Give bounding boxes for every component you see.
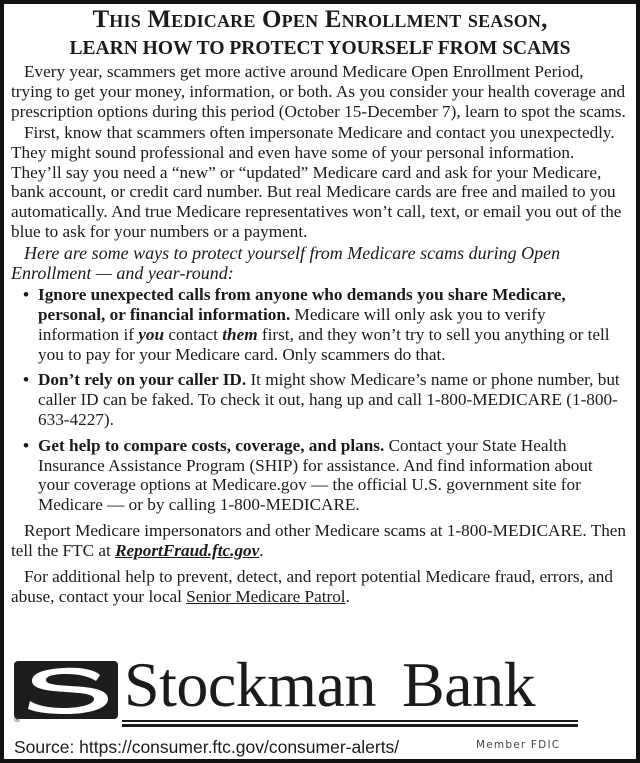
brand-name-bank: Bank [401, 649, 536, 720]
tip-emphasis-you: you [138, 324, 165, 344]
headline-line-1: This Medicare Open Enrollment season, [92, 6, 548, 33]
tips-intro: Here are some ways to protect yourself from Medicare scams during Open Enrollment — and year-round: [11, 243, 561, 283]
tip-text: Medicare will only ask you to verify information if [38, 304, 546, 344]
brand-name-stockman: Stockman [124, 649, 376, 720]
report-text: Report Medicare impersonators and other Medicare scams at 1-800-MEDICARE. Then tell the FTC at [11, 520, 627, 560]
paragraph-intro-season: Every year, scammers get more active around Medicare Open Enrollment Period, trying to get your money, information, or both. As you consider your health coverage and prescription options during this period (October 15-December 7), learn to spot the scams. [11, 62, 626, 121]
tip-item-compare-plans [11, 436, 628, 515]
brand-underline-thin [122, 720, 578, 722]
article-body [4, 62, 636, 607]
s-logo-glyph-icon [14, 661, 118, 719]
tip-text: It might show Medicare’s name or phone number, but caller ID can be faked. To check it out, hang up and call 1-800-MEDICARE (1-800-633-4227). [38, 370, 620, 429]
bullet-icon: • [23, 285, 30, 305]
tip-text: first, and they won’t try to sell you anything or tell you to pay for your Medicare card. Only scammers do that. [38, 324, 610, 364]
report-text-end: . [259, 540, 264, 560]
tip-item-ignore-calls [11, 285, 628, 364]
help-text: For additional help to prevent, detect, and report potential Medicare fraud, errors, and abuse, contact your local [11, 566, 613, 606]
reportfraud-link[interactable]: ReportFraud.ftc.gov [115, 540, 260, 560]
headline-line-2: LEARN HOW TO PROTECT YOURSELF FROM SCAMS [69, 38, 571, 59]
paragraph-impersonation: First, know that scammers often impersonate Medicare and contact you unexpectedly. They might sound professional and even have some of your personal information. They’ll say you need a “new” or “updated” Medicare card and ask for your Medicare, bank account, or credit card number. But real Medicare cards are free and mailed to you automatically. And true Medicare representatives won’t call, text, or email you out of the blue to ask for your numbers or a payment. [11, 122, 622, 242]
help-text-end: . [345, 586, 350, 606]
registered-mark: ® [14, 715, 20, 724]
bullet-icon: • [23, 435, 30, 455]
senior-medicare-patrol-link[interactable]: Senior Medicare Patrol [186, 586, 346, 606]
source-citation: Source: https://consumer.ftc.gov/consumer-alerts/ [14, 737, 400, 757]
bullet-icon: • [23, 370, 30, 390]
tip-heading: Get help to compare costs, coverage, and plans. [38, 435, 385, 455]
tip-item-caller-id [11, 370, 628, 429]
tip-heading: Ignore unexpected calls from anyone who demands you share Medicare, personal, or financial information. [38, 285, 566, 324]
tip-text: contact [164, 324, 223, 344]
stockman-bank-logo [14, 649, 574, 724]
tip-heading: Don’t rely on your caller ID. [38, 370, 247, 390]
paragraph-additional-help [11, 567, 628, 607]
tips-list [11, 285, 628, 515]
tip-emphasis-them: them [222, 324, 258, 344]
paragraph-report [11, 521, 628, 561]
s-logo-icon [14, 661, 118, 719]
brand-name [124, 649, 536, 720]
tip-text: Contact your State Health Insurance Assistance Program (SHIP) for assistance. And find information about your coverage options at Medicare.gov — the official U.S. government site for Medicare — or by calling 1-800-MEDICARE. [38, 435, 593, 515]
brand-underline-thick [122, 724, 578, 727]
member-fdic: Member FDIC [476, 739, 561, 751]
